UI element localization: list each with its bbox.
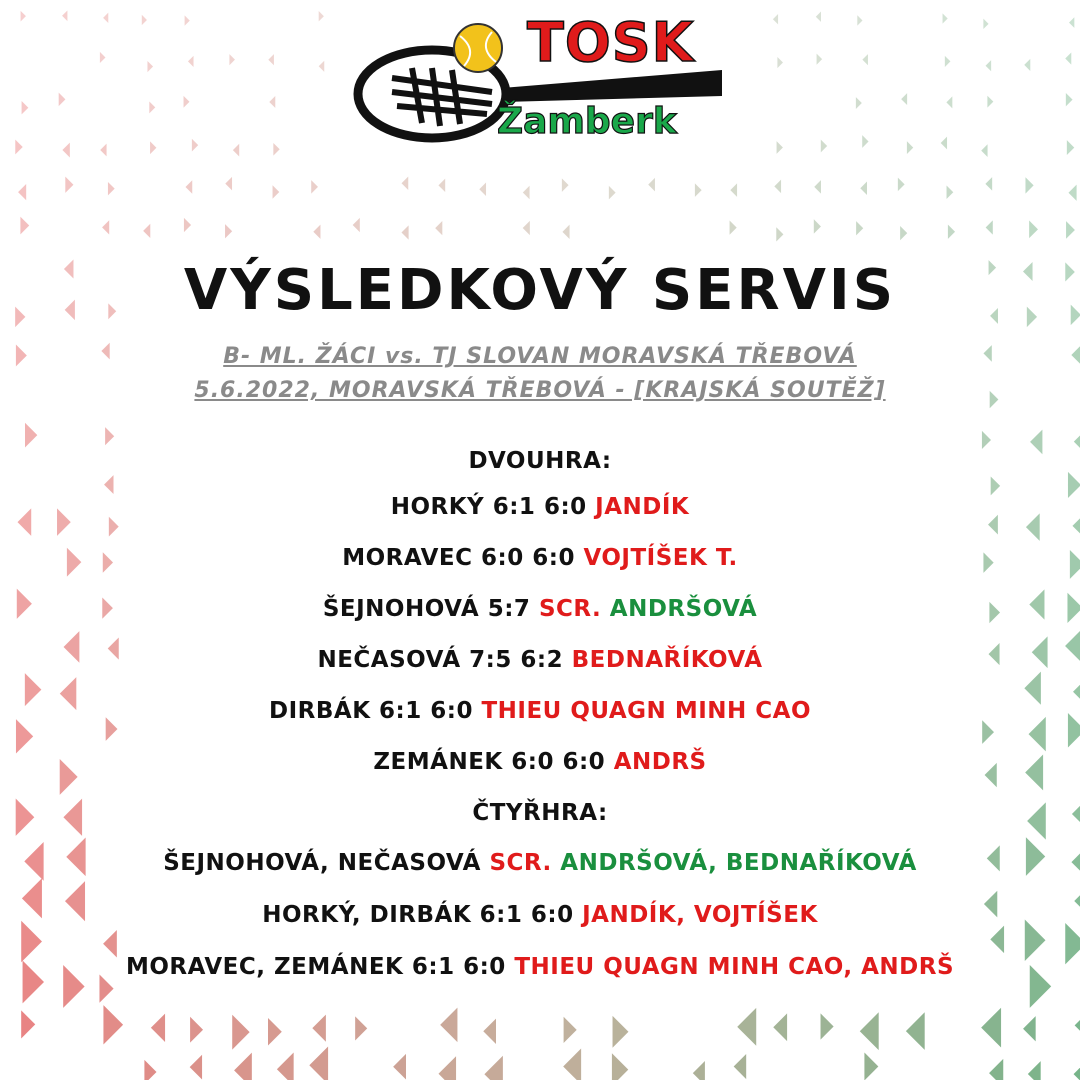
decorative-triangle <box>613 1016 629 1048</box>
decorative-triangle <box>1028 1061 1041 1080</box>
match-score: 5:7 <box>487 596 531 622</box>
singles-result <box>0 494 1080 520</box>
decorative-triangle <box>22 101 29 114</box>
decorative-triangle <box>15 140 22 155</box>
decorative-triangle <box>401 225 408 239</box>
scratch-label: SCR. <box>538 596 602 622</box>
decorative-triangle <box>273 185 280 198</box>
decorative-triangle <box>190 1055 202 1080</box>
decorative-triangle <box>860 1012 879 1050</box>
decorative-triangle <box>986 60 992 71</box>
decorative-triangle <box>814 180 821 193</box>
decorative-triangle <box>190 1017 203 1043</box>
decorative-triangle <box>100 52 106 63</box>
decorative-triangle <box>862 54 868 65</box>
decorative-triangle <box>1068 185 1076 201</box>
decorative-triangle <box>393 1054 406 1080</box>
decorative-triangle <box>21 1010 35 1038</box>
decorative-triangle <box>777 141 783 154</box>
decorative-triangle <box>188 56 194 67</box>
decorative-triangle <box>856 97 862 109</box>
decorative-triangle <box>609 186 616 199</box>
home-player: MORAVEC <box>342 545 473 571</box>
decorative-triangle <box>864 1053 878 1080</box>
decorative-triangle <box>142 15 147 25</box>
decorative-triangle <box>484 1056 502 1080</box>
decorative-triangle <box>821 140 827 153</box>
decorative-triangle <box>1067 140 1074 155</box>
match-score: 6:1 6:0 <box>411 954 506 980</box>
decorative-triangle <box>103 1005 123 1044</box>
decorative-triangle <box>773 14 778 24</box>
decorative-triangle <box>435 221 442 235</box>
decorative-triangle <box>309 1047 328 1080</box>
decorative-triangle <box>907 141 913 154</box>
decorative-triangle <box>62 143 69 158</box>
decorative-triangle <box>730 183 737 196</box>
decorative-triangle <box>25 423 37 448</box>
decorative-triangle <box>311 180 318 193</box>
decorative-triangle <box>777 57 783 68</box>
decorative-triangle <box>817 54 823 65</box>
decorative-triangle <box>948 225 955 239</box>
decorative-triangle <box>901 93 907 105</box>
decorative-triangle <box>776 227 783 241</box>
home-player: ZEMÁNEK <box>373 749 503 775</box>
decorative-triangle <box>479 183 486 196</box>
decorative-triangle <box>981 1008 1001 1048</box>
decorative-triangle <box>523 186 530 199</box>
decorative-triangle <box>1025 177 1033 193</box>
decorative-triangle <box>150 141 156 154</box>
decorative-triangle <box>862 135 868 148</box>
home-player: NEČASOVÁ <box>317 647 461 673</box>
singles-result <box>0 749 1080 775</box>
decorative-triangle <box>62 10 67 21</box>
logo-club-name: TOSK <box>527 11 695 74</box>
decorative-triangle <box>981 144 987 157</box>
away-player: ANDRŠOVÁ <box>609 596 758 622</box>
home-player: HORKÝ <box>390 494 485 520</box>
decorative-triangle <box>730 220 737 234</box>
decorative-triangle <box>268 54 274 65</box>
decorative-triangle <box>151 1014 165 1042</box>
decorative-triangle <box>695 183 702 196</box>
home-player: DIRBÁK <box>269 698 371 724</box>
away-player: JANDÍK <box>595 494 690 520</box>
decorative-triangle <box>648 178 655 191</box>
decorative-triangle <box>225 177 232 190</box>
decorative-triangle <box>312 1015 326 1042</box>
decorative-triangle <box>1024 59 1030 71</box>
decorative-triangle <box>313 225 320 239</box>
decorative-triangle <box>20 217 29 235</box>
decorative-triangle <box>105 427 114 445</box>
decorative-triangle <box>21 11 26 22</box>
decorative-triangle <box>986 220 993 234</box>
decorative-triangle <box>440 1008 457 1042</box>
decorative-triangle <box>734 1054 747 1079</box>
decorative-triangle <box>232 1015 249 1050</box>
decorative-triangle <box>773 1013 787 1041</box>
decorative-triangle <box>983 19 988 29</box>
decorative-triangle <box>143 224 150 238</box>
decorative-triangle <box>562 225 569 239</box>
decorative-triangle <box>147 61 153 72</box>
decorative-triangle <box>104 475 113 494</box>
decorative-triangle <box>18 184 26 200</box>
decorative-triangle <box>184 218 191 232</box>
decorative-triangle <box>233 144 239 157</box>
decorative-triangle <box>185 15 190 25</box>
decorative-triangle <box>439 1056 457 1080</box>
singles-result <box>0 596 1080 622</box>
decorative-triangle <box>898 178 905 191</box>
decorative-triangle <box>562 178 569 191</box>
decorative-triangle <box>564 1017 577 1043</box>
decorative-triangle <box>100 144 106 157</box>
doubles-result <box>0 850 1080 876</box>
home-pair: HORKÝ, DIRBÁK <box>262 902 472 928</box>
decorative-triangle <box>319 11 324 21</box>
away-pair: ANDRŠOVÁ, BEDNAŘÍKOVÁ <box>560 850 917 876</box>
away-player: ANDRŠ <box>613 749 707 775</box>
away-pair: THIEU QUAGN MINH CAO, ANDRŠ <box>514 954 955 980</box>
page-title: VÝSLEDKOVÝ SERVIS <box>183 258 897 323</box>
decorative-triangle <box>402 177 409 190</box>
decorative-triangle <box>1029 220 1038 238</box>
decorative-triangle <box>900 226 907 240</box>
singles-result <box>0 545 1080 571</box>
decorative-triangle <box>563 1049 581 1080</box>
doubles-heading: ČTYŘHRA: <box>472 800 608 826</box>
home-player: ŠEJNOHOVÁ <box>322 596 480 622</box>
singles-result <box>0 698 1080 724</box>
decorative-triangle <box>945 56 951 67</box>
decorative-triangle <box>774 180 781 193</box>
logo-city-name: Žamberk <box>497 101 677 142</box>
decorative-triangle <box>225 224 232 238</box>
match-score: 6:1 6:0 <box>379 698 473 724</box>
decorative-triangle <box>856 221 863 235</box>
match-score: 6:1 6:0 <box>479 902 574 928</box>
decorative-triangle <box>989 1059 1003 1080</box>
decorative-triangle <box>144 1060 156 1080</box>
decorative-triangle <box>814 219 821 233</box>
decorative-triangle <box>985 177 992 190</box>
decorative-triangle <box>1023 1016 1036 1041</box>
decorative-triangle <box>860 182 867 195</box>
decorative-triangle <box>234 1053 252 1080</box>
decorative-triangle <box>1075 1012 1080 1039</box>
decorative-triangle <box>1065 53 1071 65</box>
decorative-triangle <box>1066 93 1073 106</box>
decorative-triangle <box>990 926 1004 953</box>
doubles-result <box>0 902 1080 928</box>
decorative-triangle <box>693 1061 705 1080</box>
decorative-triangle <box>1069 17 1074 28</box>
away-player: VOJTÍŠEK T. <box>583 545 738 571</box>
decorative-triangle <box>355 1016 367 1040</box>
match-subtitle: B- ML. ŽÁCI vs. TJ SLOVAN MORAVSKÁ TŘEBOVÁ <box>223 344 857 369</box>
decorative-triangle <box>319 61 325 72</box>
decorative-triangle <box>438 179 445 192</box>
decorative-triangle <box>108 182 115 195</box>
match-score: 6:0 6:0 <box>511 749 606 775</box>
away-player: THIEU QUAGN MINH CAO <box>481 698 811 724</box>
scratch-label: SCR. <box>489 850 552 876</box>
decorative-triangle <box>816 12 821 22</box>
singles-result <box>0 647 1080 673</box>
decorative-triangle <box>1074 1062 1080 1080</box>
decorative-triangle <box>483 1019 496 1044</box>
decorative-triangle <box>943 13 948 23</box>
singles-heading: DVOUHRA: <box>468 448 612 474</box>
decorative-triangle <box>186 180 193 193</box>
decorative-triangle <box>103 13 108 23</box>
match-date-location: 5.6.2022, MORAVSKÁ TŘEBOVÁ - [KRAJSKÁ SOUTĚŽ] <box>194 378 886 403</box>
decorative-triangle <box>947 186 954 199</box>
decorative-triangle <box>184 96 190 108</box>
decorative-triangle <box>523 221 530 235</box>
decorative-triangle <box>229 54 235 65</box>
home-pair: MORAVEC, ZEMÁNEK <box>125 954 404 980</box>
decorative-triangle <box>268 1018 282 1046</box>
decorative-triangle <box>1066 221 1075 239</box>
decorative-triangle <box>857 15 862 25</box>
decorative-triangle <box>612 1053 628 1080</box>
doubles-result <box>0 954 1080 980</box>
decorative-triangle <box>277 1053 294 1080</box>
decorative-triangle <box>982 431 991 449</box>
decorative-triangle <box>273 143 279 156</box>
decorative-triangle <box>353 218 360 232</box>
decorative-triangle <box>941 137 947 150</box>
match-score: 6:0 6:0 <box>481 545 575 571</box>
decorative-triangle <box>821 1013 834 1039</box>
decorative-triangle <box>65 177 73 193</box>
match-score: 6:1 6:0 <box>492 494 587 520</box>
decorative-triangle <box>102 220 109 234</box>
away-player: BEDNAŘÍKOVÁ <box>571 647 763 673</box>
decorative-triangle <box>987 96 993 108</box>
decorative-triangle <box>946 96 952 108</box>
match-score: 7:5 6:2 <box>469 647 564 673</box>
away-pair: JANDÍK, VOJTÍŠEK <box>582 902 818 928</box>
home-pair: ŠEJNOHOVÁ, NEČASOVÁ <box>163 850 481 876</box>
decorative-triangle <box>149 101 155 113</box>
decorative-triangle <box>59 93 66 106</box>
decorative-triangle <box>192 139 198 152</box>
decorative-triangle <box>991 476 1000 495</box>
decorative-triangle <box>906 1012 925 1050</box>
decorative-triangle <box>737 1008 756 1046</box>
decorative-triangle <box>269 96 275 108</box>
